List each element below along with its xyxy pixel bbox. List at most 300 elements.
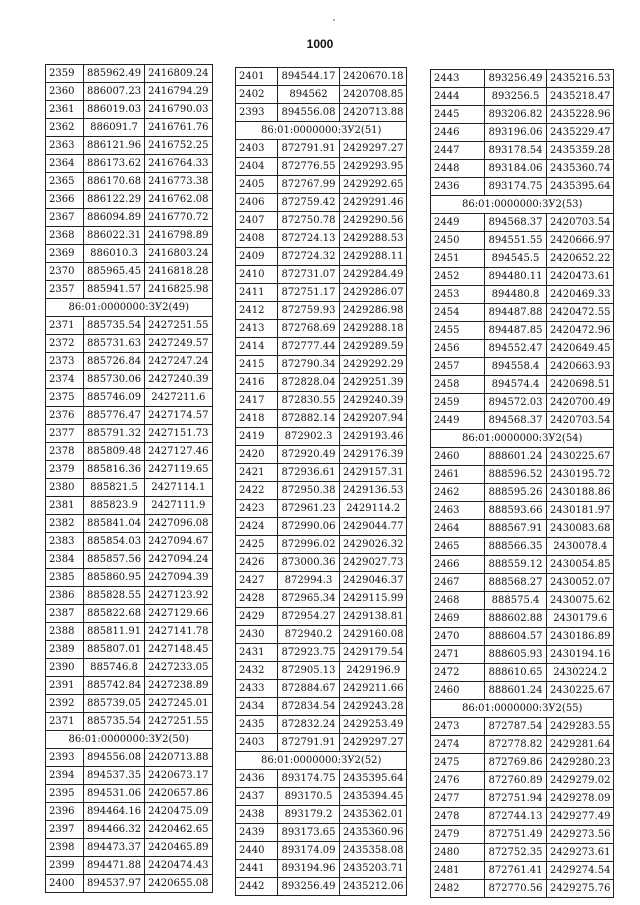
x-coordinate-cell: 893174.09 bbox=[278, 842, 340, 860]
x-coordinate-cell: 872902.3 bbox=[278, 428, 340, 446]
point-number-cell: 2372 bbox=[46, 335, 84, 353]
coordinate-row bbox=[236, 716, 407, 734]
coordinate-row bbox=[46, 875, 213, 893]
point-number-cell: 2444 bbox=[431, 88, 485, 106]
coordinate-row bbox=[236, 392, 407, 410]
point-number-cell: 2458 bbox=[431, 376, 485, 394]
point-number-cell: 2389 bbox=[46, 641, 84, 659]
cadastral-section-label: 86:01:0000000:ЗУ2(54) bbox=[431, 430, 614, 448]
y-coordinate-cell: 2427111.9 bbox=[145, 497, 212, 515]
coordinate-row bbox=[431, 376, 614, 394]
point-number-cell: 2384 bbox=[46, 551, 84, 569]
y-coordinate-cell: 2420472.55 bbox=[547, 304, 614, 322]
coordinate-row bbox=[46, 353, 213, 371]
x-coordinate-cell: 894572.03 bbox=[485, 394, 547, 412]
coordinate-row bbox=[431, 610, 614, 628]
point-number-cell: 2418 bbox=[236, 410, 278, 428]
coordinate-row bbox=[431, 790, 614, 808]
coordinate-row bbox=[46, 479, 213, 497]
x-coordinate-cell: 893170.5 bbox=[278, 788, 340, 806]
x-coordinate-cell: 886091.7 bbox=[84, 119, 145, 137]
point-number-cell: 2377 bbox=[46, 425, 84, 443]
cadastral-section-label: 86:01:0000000:ЗУ2(49) bbox=[46, 299, 213, 317]
x-coordinate-cell: 886121.96 bbox=[84, 137, 145, 155]
point-number-cell: 2433 bbox=[236, 680, 278, 698]
x-coordinate-cell: 872778.82 bbox=[485, 736, 547, 754]
coordinate-row bbox=[46, 533, 213, 551]
x-coordinate-cell: 894471.88 bbox=[84, 857, 145, 875]
x-coordinate-cell: 872759.93 bbox=[278, 302, 340, 320]
y-coordinate-cell: 2416798.89 bbox=[145, 227, 212, 245]
y-coordinate-cell: 2416794.29 bbox=[145, 83, 212, 101]
point-number-cell: 2413 bbox=[236, 320, 278, 338]
point-number-cell: 2457 bbox=[431, 358, 485, 376]
y-coordinate-cell: 2435360.74 bbox=[547, 160, 614, 178]
point-number-cell: 2405 bbox=[236, 176, 278, 194]
coordinate-row bbox=[431, 214, 614, 232]
y-coordinate-cell: 2416803.24 bbox=[145, 245, 212, 263]
coordinate-row bbox=[46, 425, 213, 443]
y-coordinate-cell: 2429293.95 bbox=[340, 158, 407, 176]
coordinate-row bbox=[236, 734, 407, 752]
x-coordinate-cell: 872776.55 bbox=[278, 158, 340, 176]
y-coordinate-cell: 2429115.99 bbox=[340, 590, 407, 608]
y-coordinate-cell: 2420670.18 bbox=[340, 68, 407, 86]
y-coordinate-cell: 2429046.37 bbox=[340, 572, 407, 590]
x-coordinate-cell: 894480.8 bbox=[485, 286, 547, 304]
x-coordinate-cell: 893256.5 bbox=[485, 88, 547, 106]
x-coordinate-cell: 888593.66 bbox=[485, 502, 547, 520]
y-coordinate-cell: 2430179.6 bbox=[547, 610, 614, 628]
x-coordinate-cell: 885730.06 bbox=[84, 371, 145, 389]
cadastral-section-label: 86:01:0000000:ЗУ2(50) bbox=[46, 731, 213, 749]
point-number-cell: 2378 bbox=[46, 443, 84, 461]
point-number-cell: 2449 bbox=[431, 412, 485, 430]
coordinate-row bbox=[431, 448, 614, 466]
coordinate-row bbox=[236, 698, 407, 716]
point-number-cell: 2447 bbox=[431, 142, 485, 160]
coordinate-row bbox=[431, 304, 614, 322]
coordinate-row bbox=[46, 515, 213, 533]
point-number-cell: 2470 bbox=[431, 628, 485, 646]
x-coordinate-cell: 872791.91 bbox=[278, 140, 340, 158]
point-number-cell: 2476 bbox=[431, 772, 485, 790]
x-coordinate-cell: 885807.01 bbox=[84, 641, 145, 659]
x-coordinate-cell: 885735.54 bbox=[84, 317, 145, 335]
coordinate-row bbox=[431, 880, 614, 898]
y-coordinate-cell: 2435228.96 bbox=[547, 106, 614, 124]
x-coordinate-cell: 872950.38 bbox=[278, 482, 340, 500]
x-coordinate-cell: 886170.68 bbox=[84, 173, 145, 191]
y-coordinate-cell: 2429211.66 bbox=[340, 680, 407, 698]
y-coordinate-cell: 2435229.47 bbox=[547, 124, 614, 142]
x-coordinate-cell: 894562 bbox=[278, 86, 340, 104]
y-coordinate-cell: 2416770.72 bbox=[145, 209, 212, 227]
y-coordinate-cell: 2429281.64 bbox=[547, 736, 614, 754]
y-coordinate-cell: 2420474.43 bbox=[145, 857, 212, 875]
y-coordinate-cell: 2430075.62 bbox=[547, 592, 614, 610]
y-coordinate-cell: 2427094.24 bbox=[145, 551, 212, 569]
y-coordinate-cell: 2420475.09 bbox=[145, 803, 212, 821]
y-coordinate-cell: 2429286.98 bbox=[340, 302, 407, 320]
x-coordinate-cell: 894537.97 bbox=[84, 875, 145, 893]
x-coordinate-cell: 872770.56 bbox=[485, 880, 547, 898]
y-coordinate-cell: 2430225.67 bbox=[547, 682, 614, 700]
y-coordinate-cell: 2420666.97 bbox=[547, 232, 614, 250]
point-number-cell: 2376 bbox=[46, 407, 84, 425]
y-coordinate-cell: 2429274.54 bbox=[547, 862, 614, 880]
y-coordinate-cell: 2429196.9 bbox=[340, 662, 407, 680]
coordinate-row bbox=[236, 860, 407, 878]
y-coordinate-cell: 2429160.08 bbox=[340, 626, 407, 644]
point-number-cell: 2459 bbox=[431, 394, 485, 412]
section-header-row bbox=[431, 700, 614, 718]
y-coordinate-cell: 2427233.05 bbox=[145, 659, 212, 677]
point-number-cell: 2474 bbox=[431, 736, 485, 754]
coordinate-row bbox=[236, 662, 407, 680]
y-coordinate-cell: 2420649.45 bbox=[547, 340, 614, 358]
point-number-cell: 2437 bbox=[236, 788, 278, 806]
coordinate-row bbox=[236, 608, 407, 626]
x-coordinate-cell: 885965.45 bbox=[84, 263, 145, 281]
coordinate-row bbox=[431, 88, 614, 106]
y-coordinate-cell: 2429292.29 bbox=[340, 356, 407, 374]
x-coordinate-cell: 872787.54 bbox=[485, 718, 547, 736]
coordinate-row bbox=[46, 407, 213, 425]
x-coordinate-cell: 894568.37 bbox=[485, 214, 547, 232]
coordinate-row bbox=[236, 644, 407, 662]
coordinate-row bbox=[46, 623, 213, 641]
coordinate-row bbox=[46, 227, 213, 245]
y-coordinate-cell: 2427094.67 bbox=[145, 533, 212, 551]
x-coordinate-cell: 888601.24 bbox=[485, 448, 547, 466]
x-coordinate-cell: 885828.55 bbox=[84, 587, 145, 605]
coordinate-row bbox=[431, 394, 614, 412]
x-coordinate-cell: 872832.24 bbox=[278, 716, 340, 734]
y-coordinate-cell: 2429278.09 bbox=[547, 790, 614, 808]
point-number-cell: 2465 bbox=[431, 538, 485, 556]
point-number-cell: 2427 bbox=[236, 572, 278, 590]
x-coordinate-cell: 888568.27 bbox=[485, 574, 547, 592]
point-number-cell: 2455 bbox=[431, 322, 485, 340]
point-number-cell: 2480 bbox=[431, 844, 485, 862]
point-number-cell: 2379 bbox=[46, 461, 84, 479]
point-number-cell: 2428 bbox=[236, 590, 278, 608]
coordinate-row bbox=[46, 191, 213, 209]
coordinate-row bbox=[431, 340, 614, 358]
point-number-cell: 2466 bbox=[431, 556, 485, 574]
point-number-cell: 2393 bbox=[46, 749, 84, 767]
y-coordinate-cell: 2420663.93 bbox=[547, 358, 614, 376]
y-coordinate-cell: 2416790.03 bbox=[145, 101, 212, 119]
point-number-cell: 2416 bbox=[236, 374, 278, 392]
x-coordinate-cell: 872750.78 bbox=[278, 212, 340, 230]
y-coordinate-cell: 2427127.46 bbox=[145, 443, 212, 461]
y-coordinate-cell: 2430225.67 bbox=[547, 448, 614, 466]
point-number-cell: 2482 bbox=[431, 880, 485, 898]
cadastral-section-label: 86:01:0000000:ЗУ2(55) bbox=[431, 700, 614, 718]
x-coordinate-cell: 893194.96 bbox=[278, 860, 340, 878]
point-number-cell: 2411 bbox=[236, 284, 278, 302]
x-coordinate-cell: 893196.06 bbox=[485, 124, 547, 142]
cadastral-section-label: 86:01:0000000:ЗУ2(52) bbox=[236, 752, 407, 770]
point-number-cell: 2383 bbox=[46, 533, 84, 551]
x-coordinate-cell: 872965.34 bbox=[278, 590, 340, 608]
coordinate-row bbox=[236, 338, 407, 356]
x-coordinate-cell: 885857.56 bbox=[84, 551, 145, 569]
y-coordinate-cell: 2429240.39 bbox=[340, 392, 407, 410]
y-coordinate-cell: 2427240.39 bbox=[145, 371, 212, 389]
y-coordinate-cell: 2420700.49 bbox=[547, 394, 614, 412]
point-number-cell: 2453 bbox=[431, 286, 485, 304]
point-number-cell: 2396 bbox=[46, 803, 84, 821]
x-coordinate-cell: 886022.31 bbox=[84, 227, 145, 245]
y-coordinate-cell: 2435216.53 bbox=[547, 70, 614, 88]
x-coordinate-cell: 893184.06 bbox=[485, 160, 547, 178]
x-coordinate-cell: 894545.5 bbox=[485, 250, 547, 268]
point-number-cell: 2429 bbox=[236, 608, 278, 626]
y-coordinate-cell: 2429027.73 bbox=[340, 554, 407, 572]
y-coordinate-cell: 2420652.22 bbox=[547, 250, 614, 268]
point-number-cell: 2392 bbox=[46, 695, 84, 713]
point-number-cell: 2464 bbox=[431, 520, 485, 538]
point-number-cell: 2436 bbox=[431, 178, 485, 196]
coordinate-row bbox=[431, 160, 614, 178]
x-coordinate-cell: 894568.37 bbox=[485, 412, 547, 430]
y-coordinate-cell: 2427151.73 bbox=[145, 425, 212, 443]
point-number-cell: 2365 bbox=[46, 173, 84, 191]
point-number-cell: 2370 bbox=[46, 263, 84, 281]
point-number-cell: 2420 bbox=[236, 446, 278, 464]
coordinate-row bbox=[46, 803, 213, 821]
y-coordinate-cell: 2416773.38 bbox=[145, 173, 212, 191]
point-number-cell: 2467 bbox=[431, 574, 485, 592]
y-coordinate-cell: 2427249.57 bbox=[145, 335, 212, 353]
y-coordinate-cell: 2427129.66 bbox=[145, 605, 212, 623]
x-coordinate-cell: 872920.49 bbox=[278, 446, 340, 464]
x-coordinate-cell: 888610.65 bbox=[485, 664, 547, 682]
coordinate-row bbox=[236, 770, 407, 788]
coordinate-row bbox=[236, 464, 407, 482]
point-number-cell: 2419 bbox=[236, 428, 278, 446]
y-coordinate-cell: 2429179.54 bbox=[340, 644, 407, 662]
y-coordinate-cell: 2427119.65 bbox=[145, 461, 212, 479]
point-number-cell: 2424 bbox=[236, 518, 278, 536]
coordinate-row bbox=[46, 119, 213, 137]
coordinate-row bbox=[46, 371, 213, 389]
x-coordinate-cell: 888604.57 bbox=[485, 628, 547, 646]
coordinate-row bbox=[236, 482, 407, 500]
point-number-cell: 2409 bbox=[236, 248, 278, 266]
point-number-cell: 2403 bbox=[236, 140, 278, 158]
y-coordinate-cell: 2429275.76 bbox=[547, 880, 614, 898]
point-number-cell: 2391 bbox=[46, 677, 84, 695]
y-coordinate-cell: 2427238.89 bbox=[145, 677, 212, 695]
point-number-cell: 2472 bbox=[431, 664, 485, 682]
coordinate-row bbox=[431, 736, 614, 754]
x-coordinate-cell: 885746.8 bbox=[84, 659, 145, 677]
x-coordinate-cell: 886173.62 bbox=[84, 155, 145, 173]
x-coordinate-cell: 872777.44 bbox=[278, 338, 340, 356]
coordinate-row bbox=[236, 590, 407, 608]
coordinate-row bbox=[46, 857, 213, 875]
x-coordinate-cell: 886094.89 bbox=[84, 209, 145, 227]
y-coordinate-cell: 2430054.85 bbox=[547, 556, 614, 574]
point-number-cell: 2422 bbox=[236, 482, 278, 500]
x-coordinate-cell: 893256.49 bbox=[485, 70, 547, 88]
coordinate-row bbox=[46, 65, 213, 83]
y-coordinate-cell: 2427245.01 bbox=[145, 695, 212, 713]
coordinate-row bbox=[236, 446, 407, 464]
y-coordinate-cell: 2429273.61 bbox=[547, 844, 614, 862]
y-coordinate-cell: 2429290.56 bbox=[340, 212, 407, 230]
x-coordinate-cell: 885746.09 bbox=[84, 389, 145, 407]
y-coordinate-cell: 2429291.46 bbox=[340, 194, 407, 212]
scan-speck bbox=[333, 19, 335, 21]
y-coordinate-cell: 2429114.2 bbox=[340, 500, 407, 518]
point-number-cell: 2478 bbox=[431, 808, 485, 826]
point-number-cell: 2468 bbox=[431, 592, 485, 610]
y-coordinate-cell: 2430195.72 bbox=[547, 466, 614, 484]
x-coordinate-cell: 872830.55 bbox=[278, 392, 340, 410]
point-number-cell: 2381 bbox=[46, 497, 84, 515]
point-number-cell: 2445 bbox=[431, 106, 485, 124]
y-coordinate-cell: 2430224.2 bbox=[547, 664, 614, 682]
y-coordinate-cell: 2416825.98 bbox=[145, 281, 212, 299]
coordinate-row bbox=[46, 83, 213, 101]
x-coordinate-cell: 886019.03 bbox=[84, 101, 145, 119]
point-number-cell: 2400 bbox=[46, 875, 84, 893]
coordinate-row bbox=[431, 142, 614, 160]
coordinate-row bbox=[431, 556, 614, 574]
x-coordinate-cell: 872724.13 bbox=[278, 230, 340, 248]
x-coordinate-cell: 888596.52 bbox=[485, 466, 547, 484]
point-number-cell: 2443 bbox=[431, 70, 485, 88]
x-coordinate-cell: 872828.04 bbox=[278, 374, 340, 392]
y-coordinate-cell: 2429288.11 bbox=[340, 248, 407, 266]
coordinate-row bbox=[431, 646, 614, 664]
section-header-row bbox=[46, 731, 213, 749]
x-coordinate-cell: 872761.41 bbox=[485, 862, 547, 880]
point-number-cell: 2439 bbox=[236, 824, 278, 842]
x-coordinate-cell: 885941.57 bbox=[84, 281, 145, 299]
point-number-cell: 2364 bbox=[46, 155, 84, 173]
x-coordinate-cell: 872990.06 bbox=[278, 518, 340, 536]
point-number-cell: 2435 bbox=[236, 716, 278, 734]
coordinate-row bbox=[236, 302, 407, 320]
x-coordinate-cell: 888602.88 bbox=[485, 610, 547, 628]
coordinate-row bbox=[236, 554, 407, 572]
x-coordinate-cell: 894551.55 bbox=[485, 232, 547, 250]
x-coordinate-cell: 888575.4 bbox=[485, 592, 547, 610]
coordinate-row bbox=[236, 86, 407, 104]
point-number-cell: 2451 bbox=[431, 250, 485, 268]
y-coordinate-cell: 2429280.23 bbox=[547, 754, 614, 772]
x-coordinate-cell: 894556.08 bbox=[84, 749, 145, 767]
coordinate-row bbox=[431, 520, 614, 538]
y-coordinate-cell: 2420469.33 bbox=[547, 286, 614, 304]
coordinates-table-1 bbox=[45, 64, 213, 893]
x-coordinate-cell: 885962.49 bbox=[84, 65, 145, 83]
x-coordinate-cell: 872954.27 bbox=[278, 608, 340, 626]
x-coordinate-cell: 872724.32 bbox=[278, 248, 340, 266]
coordinate-row bbox=[431, 232, 614, 250]
coordinate-row bbox=[431, 70, 614, 88]
x-coordinate-cell: 885811.91 bbox=[84, 623, 145, 641]
coordinate-row bbox=[236, 212, 407, 230]
point-number-cell: 2450 bbox=[431, 232, 485, 250]
point-number-cell: 2408 bbox=[236, 230, 278, 248]
y-coordinate-cell: 2420703.54 bbox=[547, 412, 614, 430]
coordinate-row bbox=[431, 412, 614, 430]
point-number-cell: 2469 bbox=[431, 610, 485, 628]
y-coordinate-cell: 2429207.94 bbox=[340, 410, 407, 428]
x-coordinate-cell: 885776.47 bbox=[84, 407, 145, 425]
x-coordinate-cell: 885854.03 bbox=[84, 533, 145, 551]
y-coordinate-cell: 2429297.27 bbox=[340, 734, 407, 752]
x-coordinate-cell: 894537.35 bbox=[84, 767, 145, 785]
y-coordinate-cell: 2435218.47 bbox=[547, 88, 614, 106]
x-coordinate-cell: 885816.36 bbox=[84, 461, 145, 479]
coordinate-row bbox=[431, 358, 614, 376]
y-coordinate-cell: 2429297.27 bbox=[340, 140, 407, 158]
y-coordinate-cell: 2420657.86 bbox=[145, 785, 212, 803]
point-number-cell: 2471 bbox=[431, 646, 485, 664]
point-number-cell: 2473 bbox=[431, 718, 485, 736]
x-coordinate-cell: 886010.3 bbox=[84, 245, 145, 263]
x-coordinate-cell: 894544.17 bbox=[278, 68, 340, 86]
y-coordinate-cell: 2429292.65 bbox=[340, 176, 407, 194]
y-coordinate-cell: 2429288.53 bbox=[340, 230, 407, 248]
x-coordinate-cell: 894531.06 bbox=[84, 785, 145, 803]
y-coordinate-cell: 2427094.39 bbox=[145, 569, 212, 587]
x-coordinate-cell: 872996.02 bbox=[278, 536, 340, 554]
x-coordinate-cell: 873000.36 bbox=[278, 554, 340, 572]
y-coordinate-cell: 2429044.77 bbox=[340, 518, 407, 536]
y-coordinate-cell: 2416818.28 bbox=[145, 263, 212, 281]
y-coordinate-cell: 2435395.64 bbox=[340, 770, 407, 788]
x-coordinate-cell: 885809.48 bbox=[84, 443, 145, 461]
coordinate-row bbox=[431, 574, 614, 592]
y-coordinate-cell: 2435394.45 bbox=[340, 788, 407, 806]
x-coordinate-cell: 894473.37 bbox=[84, 839, 145, 857]
coordinate-row bbox=[236, 266, 407, 284]
x-coordinate-cell: 872768.69 bbox=[278, 320, 340, 338]
y-coordinate-cell: 2430194.16 bbox=[547, 646, 614, 664]
coordinate-row bbox=[236, 374, 407, 392]
y-coordinate-cell: 2427247.24 bbox=[145, 353, 212, 371]
coordinate-row bbox=[431, 286, 614, 304]
x-coordinate-cell: 894487.88 bbox=[485, 304, 547, 322]
y-coordinate-cell: 2429157.31 bbox=[340, 464, 407, 482]
coordinate-row bbox=[46, 281, 213, 299]
coordinate-row bbox=[46, 605, 213, 623]
coordinate-row bbox=[46, 497, 213, 515]
x-coordinate-cell: 872923.75 bbox=[278, 644, 340, 662]
point-number-cell: 2448 bbox=[431, 160, 485, 178]
point-number-cell: 2425 bbox=[236, 536, 278, 554]
coordinate-row bbox=[236, 230, 407, 248]
coordinate-row bbox=[46, 335, 213, 353]
coordinate-row bbox=[236, 572, 407, 590]
coordinate-row bbox=[46, 209, 213, 227]
x-coordinate-cell: 872834.54 bbox=[278, 698, 340, 716]
coordinate-row bbox=[431, 808, 614, 826]
point-number-cell: 2452 bbox=[431, 268, 485, 286]
point-number-cell: 2402 bbox=[236, 86, 278, 104]
y-coordinate-cell: 2429273.56 bbox=[547, 826, 614, 844]
x-coordinate-cell: 872936.61 bbox=[278, 464, 340, 482]
